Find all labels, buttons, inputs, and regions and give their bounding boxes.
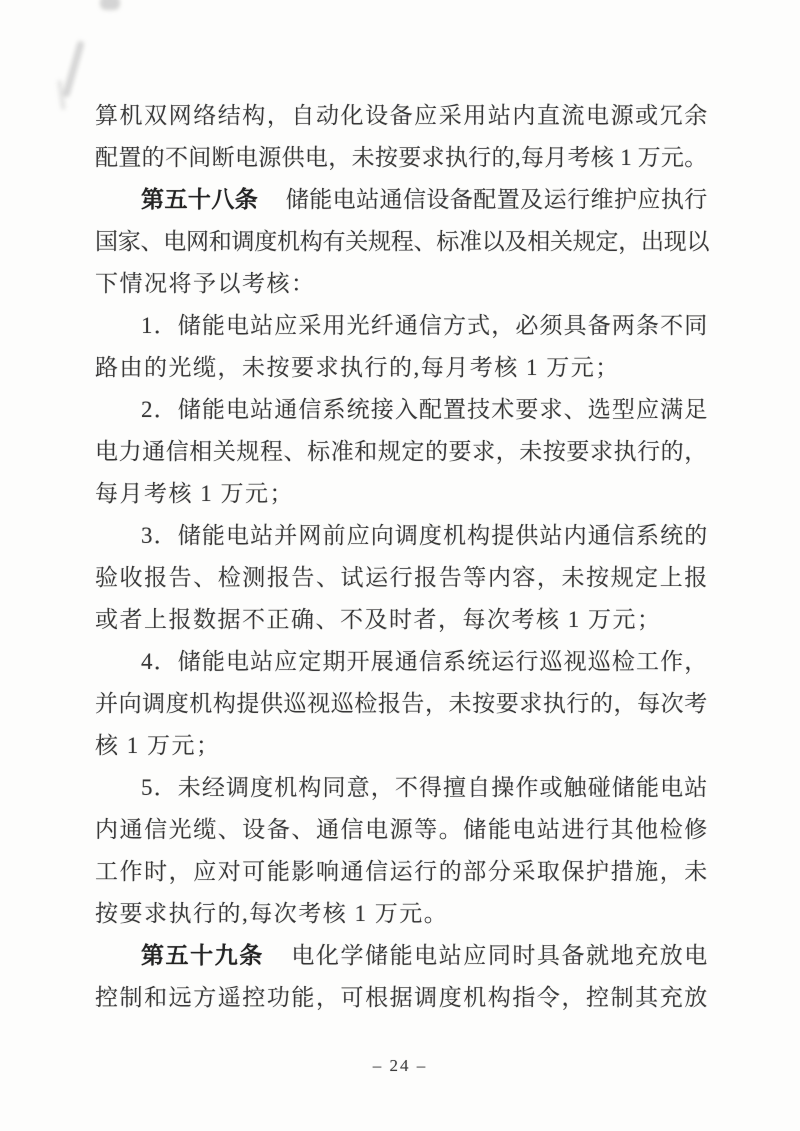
- scan-smudge: [62, 40, 85, 98]
- text-line: 电力通信相关规程、标准和规定的要求，未按要求执行的，: [95, 439, 707, 464]
- text-line: 验收报告、检测报告、试运行报告等内容，未按规定上报: [95, 565, 707, 590]
- article-58-heading-text: 储能电站通信设备配置及运行维护应执行: [285, 187, 708, 212]
- list-item-2-line: 2．储能电站通信系统接入配置技术要求、选型应满足: [141, 397, 707, 422]
- text-line: 国家、电网和调度机构有关规程、标准以及相关规定，出现以: [95, 229, 710, 254]
- text-line: 工作时，应对可能影响通信运行的部分采取保护措施，未: [95, 859, 707, 884]
- scan-smudge: [100, 0, 120, 10]
- article-58-number: 第五十八条: [141, 187, 259, 212]
- list-item-3-line: 3．储能电站并网前应向调度机构提供站内通信系统的: [141, 523, 707, 548]
- text-line: 下情况将予以考核：: [95, 271, 316, 296]
- text-line: 每月考核 1 万元；: [95, 481, 294, 506]
- text-line: 路由的光缆，未按要求执行的,每月考核 1 万元；: [95, 355, 620, 380]
- article-59-heading-line: [95, 935, 707, 977]
- text-line: 或者上报数据不正确、不及时者，每次考核 1 万元；: [95, 607, 662, 632]
- list-item-4-line: 4．储能电站应定期开展通信系统运行巡视巡检工作，: [141, 649, 707, 674]
- page-footer: [0, 1054, 800, 1078]
- text-line: 核 1 万元；: [95, 733, 221, 758]
- article-58-heading-line: [95, 179, 707, 221]
- scan-smudge: [57, 80, 66, 110]
- page-number: – 24 –: [372, 1056, 428, 1075]
- text-line: 控制和远方遥控功能，可根据调度机构指令，控制其充放: [95, 985, 707, 1010]
- text-line: 按要求执行的,每次考核 1 万元。: [95, 901, 449, 926]
- list-item-5-line: 5．未经调度机构同意，不得擅自操作或触碰储能电站: [141, 775, 707, 800]
- list-item-1-line: 1．储能电站应采用光纤通信方式，必须具备两条不同: [141, 313, 707, 338]
- article-59-heading-text: 电化学储能电站应同时具备就地充放电: [291, 943, 708, 968]
- text-line: 并向调度机构提供巡视巡检报告，未按要求执行的，每次考: [95, 691, 707, 716]
- text-line: 算机双网络结构，自动化设备应采用站内直流电源或冗余: [95, 103, 707, 128]
- article-59-number: 第五十九条: [141, 943, 264, 968]
- text-line: 内通信光缆、设备、通信电源等。储能电站进行其他检修: [95, 817, 707, 842]
- document-body: [95, 95, 710, 1019]
- text-line: 配置的不间断电源供电，未按要求执行的,每月考核 1 万元。: [95, 145, 707, 170]
